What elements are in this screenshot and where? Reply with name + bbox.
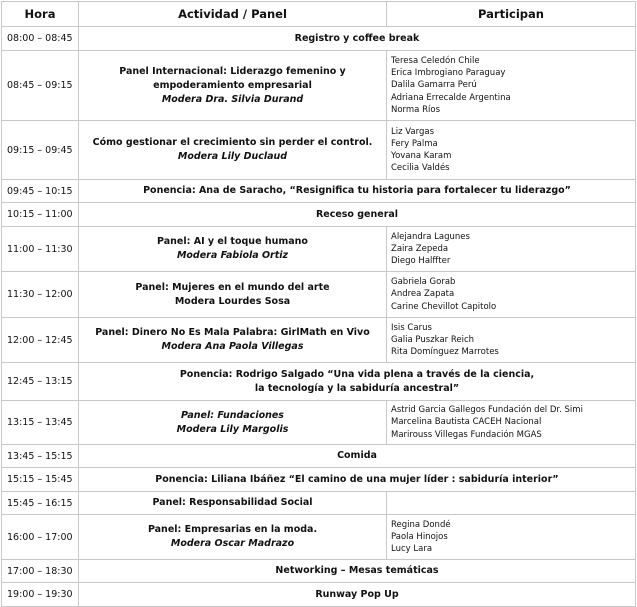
participant-name: Astrid Garcia Gallegos Fundación del Dr. Simi bbox=[391, 405, 583, 416]
activity-cell bbox=[79, 515, 387, 560]
participant-name: Fery Palma bbox=[391, 138, 438, 149]
activity-line-italic: Panel: Fundaciones bbox=[181, 409, 284, 421]
session-cell bbox=[79, 27, 636, 51]
participant-name: Norma Ríos bbox=[391, 104, 440, 115]
table-row bbox=[2, 27, 636, 51]
session-text-line: Ponencia: Liliana Ibáñez “El camino de una mujer líder : sabiduría interior” bbox=[155, 473, 559, 485]
table-row bbox=[2, 583, 636, 607]
table-row bbox=[2, 363, 636, 401]
activity-cell bbox=[79, 492, 387, 515]
session-text-line: Networking – Mesas temáticas bbox=[275, 565, 439, 576]
table-row bbox=[2, 227, 636, 272]
activity-line: Cómo gestionar el crecimiento sin perder el control. bbox=[92, 137, 373, 148]
participant-name: Andrea Zapata bbox=[391, 289, 455, 300]
time-cell: 15:15 – 15:45 bbox=[2, 468, 79, 492]
time-cell: 09:15 – 09:45 bbox=[2, 121, 79, 180]
participant-name: Diego Halffter bbox=[391, 256, 451, 267]
activity-line: Panel: Empresarias en la moda. bbox=[147, 524, 318, 535]
table-row bbox=[2, 180, 636, 203]
time-cell: 15:45 – 16:15 bbox=[2, 492, 79, 515]
table-row bbox=[2, 445, 636, 468]
table-row bbox=[2, 468, 636, 492]
activity-cell bbox=[79, 318, 387, 363]
moderator: Modera Oscar Madrazo bbox=[170, 538, 295, 549]
session-cell bbox=[79, 363, 636, 401]
table-row bbox=[2, 203, 636, 227]
activity-line: Panel: Responsabilidad Social bbox=[152, 497, 313, 508]
agenda-table bbox=[1, 1, 636, 607]
session-cell bbox=[79, 180, 636, 203]
participant-name: Regina Dondé bbox=[391, 519, 451, 530]
moderator: Modera Dra. Silvia Durand bbox=[161, 93, 304, 105]
agenda-table-wrapper bbox=[1, 1, 635, 607]
participant-name: Paola Hinojos bbox=[391, 531, 448, 542]
participant-name: Lucy Lara bbox=[391, 544, 433, 555]
table-row bbox=[2, 121, 636, 180]
session-text-line: Comida bbox=[337, 450, 377, 461]
activity-line: Panel Internacional: Liderazgo femenino y bbox=[119, 65, 346, 77]
participants-cell bbox=[387, 272, 636, 318]
participant-name: Isis Carus bbox=[391, 322, 432, 333]
activity-line-italic: Modera Lily Margolis bbox=[176, 423, 289, 435]
time-cell: 08:00 – 08:45 bbox=[2, 27, 79, 51]
participant-name: Marcelina Bautista CACEH Nacional bbox=[391, 417, 542, 428]
activity-line: Panel: Dinero No Es Mala Palabra: GirlMath en Vivo bbox=[95, 327, 370, 338]
participant-name: Teresa Celedón Chile bbox=[391, 55, 480, 66]
moderator: Modera Lily Duclaud bbox=[177, 151, 288, 162]
header-participants: Participan bbox=[387, 2, 636, 27]
participant-name: Carine Chevillot Capitolo bbox=[391, 301, 497, 312]
table-row bbox=[2, 560, 636, 583]
agenda-body bbox=[2, 27, 636, 607]
participant-name: Dalila Gamarra Perú bbox=[391, 80, 477, 91]
activity-line: Modera Lourdes Sosa bbox=[174, 295, 291, 307]
activity-cell bbox=[79, 272, 387, 318]
header-time: Hora bbox=[2, 2, 79, 27]
session-text-line: Ponencia: Rodrigo Salgado “Una vida plena a través de la ciencia, bbox=[179, 368, 535, 380]
time-cell: 16:00 – 17:00 bbox=[2, 515, 79, 560]
header-row bbox=[2, 2, 636, 27]
activity-line: Panel: AI y el toque humano bbox=[157, 236, 308, 247]
session-text-line: Receso general bbox=[315, 208, 399, 220]
session-text-line: Registro y coffee break bbox=[294, 32, 420, 44]
activity-cell bbox=[79, 401, 387, 445]
table-row bbox=[2, 515, 636, 560]
time-cell: 12:00 – 12:45 bbox=[2, 318, 79, 363]
participants-cell bbox=[387, 121, 636, 180]
participant-name: Galia Puszkar Reich bbox=[391, 334, 475, 345]
participants-cell bbox=[387, 318, 636, 363]
participants-cell bbox=[387, 227, 636, 272]
participants-cell bbox=[387, 492, 636, 515]
moderator: Modera Fabiola Ortiz bbox=[176, 250, 289, 261]
time-cell: 10:15 – 11:00 bbox=[2, 203, 79, 227]
time-cell: 12:45 – 13:15 bbox=[2, 363, 79, 401]
activity-cell bbox=[79, 121, 387, 180]
session-cell bbox=[79, 468, 636, 492]
time-cell: 11:00 – 11:30 bbox=[2, 227, 79, 272]
participant-name: Erica Imbrogiano Paraguay bbox=[391, 68, 506, 79]
time-cell: 13:45 – 15:15 bbox=[2, 445, 79, 468]
participant-name: Yovana Karam bbox=[391, 151, 452, 161]
participant-name: Alejandra Lagunes bbox=[391, 231, 470, 242]
table-row bbox=[2, 492, 636, 515]
session-text-line: Ponencia: Ana de Saracho, “Resignifica tu historia para fortalecer tu liderazgo” bbox=[143, 185, 571, 196]
session-cell bbox=[79, 583, 636, 607]
participants-cell bbox=[387, 401, 636, 445]
session-cell bbox=[79, 560, 636, 583]
session-cell bbox=[79, 445, 636, 468]
participant-name: Gabriela Gorab bbox=[391, 277, 456, 288]
activity-cell bbox=[79, 51, 387, 121]
time-cell: 11:30 – 12:00 bbox=[2, 272, 79, 318]
participants-cell bbox=[387, 51, 636, 121]
time-cell: 19:00 – 19:30 bbox=[2, 583, 79, 607]
table-row bbox=[2, 318, 636, 363]
participants-cell bbox=[387, 515, 636, 560]
participant-name: Liz Vargas bbox=[391, 126, 435, 137]
participant-name: Rita Domínguez Marrotes bbox=[391, 347, 499, 358]
header-activity: Actividad / Panel bbox=[79, 2, 387, 27]
participant-name: Zaira Zepeda bbox=[391, 243, 449, 254]
activity-line: Panel: Mujeres en el mundo del arte bbox=[135, 281, 330, 293]
activity-cell bbox=[79, 227, 387, 272]
time-cell: 09:45 – 10:15 bbox=[2, 180, 79, 203]
participant-name: Adriana Errecalde Argentina bbox=[391, 92, 511, 103]
time-cell: 08:45 – 09:15 bbox=[2, 51, 79, 121]
table-row bbox=[2, 51, 636, 121]
session-text-line: la tecnología y la sabiduría ancestral” bbox=[254, 382, 460, 394]
table-row bbox=[2, 401, 636, 445]
session-text-line: Runway Pop Up bbox=[315, 588, 399, 600]
moderator: Modera Ana Paola Villegas bbox=[161, 341, 304, 352]
participant-name: Marirouss Villegas Fundación MGAS bbox=[391, 429, 542, 440]
table-row bbox=[2, 272, 636, 318]
activity-line: empoderamiento empresarial bbox=[153, 79, 312, 91]
time-cell: 17:00 – 18:30 bbox=[2, 560, 79, 583]
session-cell bbox=[79, 203, 636, 227]
time-cell: 13:15 – 13:45 bbox=[2, 401, 79, 445]
participant-name: Cecilia Valdés bbox=[391, 163, 450, 174]
